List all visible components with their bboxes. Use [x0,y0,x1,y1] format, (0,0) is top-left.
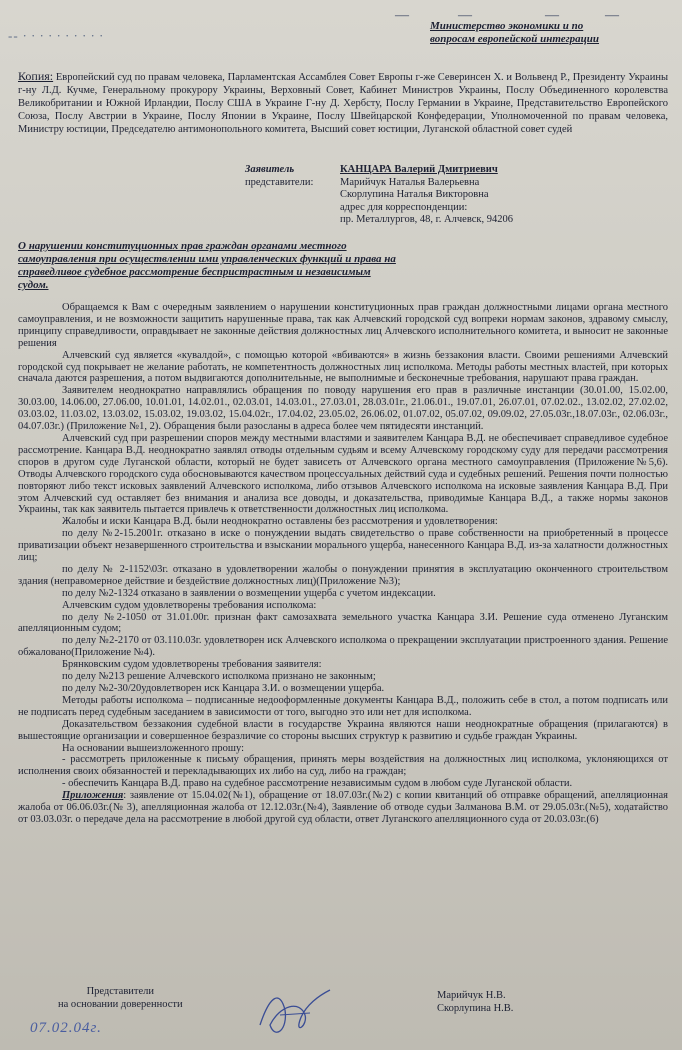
paragraph: по делу № 2-1152\03г. отказано в удовлетворении жалобы о понуждении принятия в эксплуатацию оконченного строительством здания (неправомерное действие и бездействие должностных лиц)(Приложение №3); [18,563,668,587]
paragraph: по делу №2-2170 от 03.110.03г. удовлетворен иск Алчевского исполкома о прекращении эксплуатации пристроенного здания. Решение обжаловано(Приложение №4). [18,635,668,659]
recipient-block [430,20,670,46]
representatives-caption [58,985,183,1011]
representatives-label: представители: [245,176,314,188]
paragraph: по делу №2-15.2001г. отказано в иске о понуждении выдать свидетельство о праве собственности на приобретенный в процессе приватизации объект незавершенного строительства и взыскании морального ущерба, нанесенного Канцара В.Д. из-за халатности должностных лиц; [18,528,668,564]
handwritten-mark: -- · · · · · · · · · · [8,28,104,43]
dash-mark: — [605,8,619,23]
dash-mark: — [395,8,409,23]
attachments-text: : заявление от 15.04.02(№1), обращение от 18.07.03г.(№2) с копии квитанций об отправке обращений, апелляционная жалоба от 06.06.03г.(№ 3), апелляционная жалоба от 12.12.03г.(№4), Заявление об отводе судьи Залманова В.М. от 29.05.03г.(№5), ходатайство от 03.03.03г. о передаче дела на рассмотрение в любой другой суд области, ответ Луганского апелляционного суда от 20.03.03г.(6) [18,790,668,825]
signatory-name: Марийчук Н.В. [437,990,506,1001]
paragraph: Алчевским судом удовлетворены требования исполкома: [62,599,317,611]
copy-text: Европейский суд по правам человека, Парламентская Ассамблея Совет Европы г-же Северинсен Х. и Вольвенд Р., Президенту Украины г-ну Л.Д. Кучме, Генеральному прокурору Украины, Верховный Совет, Кабинет Министров Украины, Послу Объединенного королевства Великобритании и Южной Ирландии, Послу США в Украине Г-ну Д. Хербсту, Послу Германии в Украине, Представительство Европейского Союза, Послу Австрии в Украине, Послу Японии в Украине, Послу Швейцарской Конфедерации, Уполномоченной по правам человека, Министру юстиции, Председателю антимонопольного комитета, Высший совет юстиции, Луганской областной совет судей [18,72,669,135]
paragraph: Заявителем неоднократно направлялись обращения по поводу нарушения его прав в различные инстанции (30.01.00, 15.02.00, 30.03.00, 14.06.00, 27.06.00, 10.01.01, 14.02.01., 02.03.01, 14.03.01., 27.03.01, 28.03.01г., 21.06.01., 19.07.01, 26.07.01, 07.02.02., 13.02.02, 27.02.02, 03.03.02, 11.03.02, 13.03.02, 15.03.02, 19.03.02, 15.04.02г., 17.04.02, 23.05.02, 26.06.02, 01.07.02, 05.07.02, 09.09.02, 27.05.03г.,18.07.03г., 02.06.03г., 04.07.03г.) (Приложение №1, 2). Обращения были разосланы в адреса более чем пятидесяти инстанций. [18,385,668,433]
caption-line: Представители [86,986,154,997]
signature [250,985,340,1048]
applicant-block [245,164,665,227]
paragraph: - обеспечить Канцара В.Д. право на судебное рассмотрение независимым судом в любом суде Луганской области. [62,778,573,790]
paragraph: по делу №2-1050 от 31.01.00г. признан факт самозахвата земельного участка Канцара З.И. Решение суда отменено Луганским апелляционным судом; [18,611,668,635]
document-body [18,302,668,826]
address-label: адрес для корреспонденции: [340,201,468,213]
paragraph: Жалобы и иски Канцара В.Д. были неоднократно оставлены без рассмотрения и удовлетворения: [62,516,498,528]
copy-recipients [18,70,668,136]
paragraph: Доказательством беззакония судебной власти в государстве Украина являются наши неоднократные обращения (прилагаются) в вышестоящие организации и совершенное безразличие со стороны высших структур к развитию и судьбе граждан Украины. [18,718,668,742]
paragraph: Методы работы исполкома – подписанные недооформленные документы Канцара В.Д., положить себе в стол, а потом подписать или не подписать перед судебным заседанием в зависимости от того, выгодно это или нет для исполкома. [18,694,668,718]
dash-mark: — [545,8,559,23]
signatory-names [437,989,513,1015]
applicant-name: КАНЦАРА Валерий Дмитриевич [340,164,498,175]
paragraph: - рассмотреть приложенные к письму обращения, принять меры воздействия на должностных лиц исполкома, уклоняющихся от исполнения своих обязанностей и перекладывающих их либо на суд, либо на граждан; [18,754,668,778]
dash-mark: — [458,8,472,23]
representative-name: Скорлупина Наталья Викторовна [340,189,489,200]
paragraph: Брянковским судом удовлетворены требования заявителя: [62,659,322,671]
representative-name: Марийчук Наталья Валерьевна [340,176,480,188]
attachments-label: Приложения [62,790,124,802]
handwritten-date: 07.02.04г. [30,1020,102,1036]
applicant-label: Заявитель [245,164,295,175]
document-title: О нарушении конституционных прав граждан органами местного самоуправления при осуществлении ими управленческих функций и права на справедливое судебное рассмотрение беспристрастным и независимым судом. [18,240,396,291]
paragraph: Алчевский суд при разрешении споров между местными властями и заявителем Канцара В.Д. не обеспечивает справедливое судебное рассмотрение. Канцара В.Д. неоднократно заявлял отводы отдельным судьям и всему Алчевскому городскому суду для передачи рассмотрения споров в другом суде Луганской области, который не будет зависеть от Алчевского органа местного самоуправления (Приложение№5,6). Отводы Алчевского городского суда обосновываются качеством процессуальных действий суда и судебных решений. Решения почти полностью повторяют либо текст исковых заявлений Алчевского исполкома, либо отзывов Алчевского исполкома на исковые заявления Канцара В.Д. При этом Алчевский суд оставляет без внимания и анализа все доводы, и доказательства, приводимые Канцара В.Д., а также нормы законов Украины, так как заявитель пытается привлечь к ответственности должностных лиц исполкома. [18,432,668,516]
paragraph: по делу №2-1324 отказано в заявлении о возмещении ущерба с учетом индексации. [62,587,436,599]
address: пр. Металлургов, 48, г. Алчевск, 94206 [340,214,513,225]
paragraph: Обращаемся к Вам с очередным заявлением о нарушении конституционных прав граждан должностными лицами органа местного самоуправления, и не возможности защитить нарушенные права, так как Алчевский городской суд вопреки нормам законов, здравому смыслу, принципу справедливости, оправдывает не законные действия должностных лиц Алчевского исполнительного комитета, и выносит не законные решения [18,302,668,349]
copy-label: Копия: [18,69,54,83]
paragraph: Алчевский суд является «кувалдой», с помощью которой «вбиваются» в жизнь беззакония власти. Своими решениями Алчевский городской суд покрывает не желание работать, не компетентность должностных лиц исполкома. Методы работы местных властей, при которых сначала даются разрешения, а потом выдвигаются дополнительные, не выполнимые и бесконечные требования, нарушают права граждан. [18,349,668,385]
ministry-line: Министерство экономики и по [430,20,584,32]
paragraph: На основании вышеизложенного прошу: [62,742,245,754]
attachments-paragraph [18,790,668,826]
paragraph: по делу №213 решение Алчевского исполкома признано не законным; [62,671,376,683]
caption-line: на основании доверенности [58,999,183,1010]
signatory-name: Скорлупина Н.В. [437,1003,514,1014]
signature-footer [0,985,682,1050]
ministry-line: вопросам европейской интеграции [430,33,600,45]
paragraph: по делу №2-30/20удовлетворен иск Канцара З.И. о возмещении ущерба. [62,683,385,694]
